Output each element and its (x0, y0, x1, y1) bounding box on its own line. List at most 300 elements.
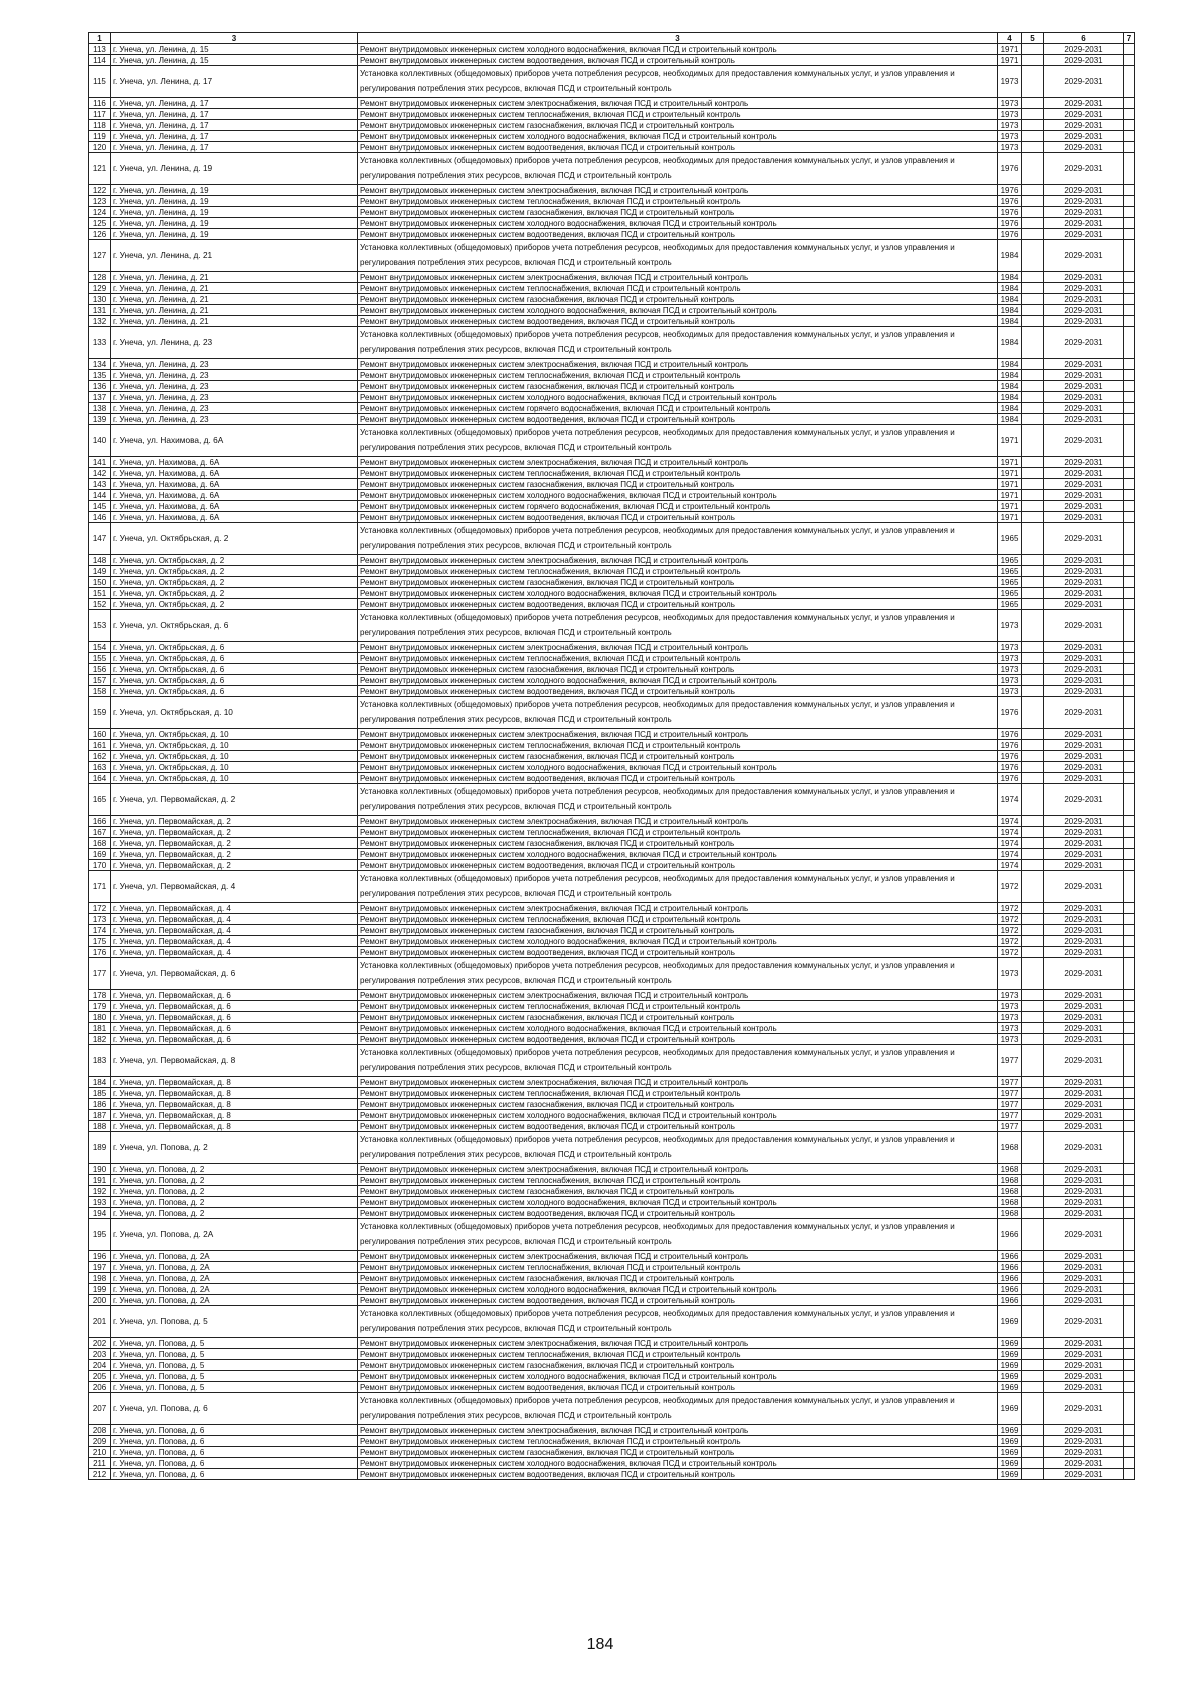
table-row (89, 381, 1135, 392)
work-type-cell: Установка коллективных (общедомовых) приборов учета потребления ресурсов, необходимых для предоставления коммунальных услуг, и узлов управления и регулирования потребления этих ресурсов, включая ПСД и строительный контроль (358, 871, 998, 903)
work-type-cell: Ремонт внутридомовых инженерных систем водоотведения, включая ПСД и строительный контроль (358, 773, 998, 784)
table-row (89, 784, 1135, 816)
empty-cell (1022, 490, 1044, 501)
empty-cell (1022, 66, 1044, 98)
period-cell: 2029-2031 (1044, 425, 1124, 457)
empty-cell (1022, 1251, 1044, 1262)
row-number: 119 (89, 131, 111, 142)
empty-cell (1022, 468, 1044, 479)
work-type-cell: Ремонт внутридомовых инженерных систем теплоснабжения, включая ПСД и строительный контроль (358, 1175, 998, 1186)
work-type-cell: Ремонт внутридомовых инженерных систем холодного водоснабжения, включая ПСД и строительный контроль (358, 762, 998, 773)
address-cell: г. Унеча, ул. Попова, д. 2 (111, 1132, 358, 1164)
build-year-cell: 1977 (998, 1077, 1022, 1088)
row-number: 200 (89, 1295, 111, 1306)
period-cell: 2029-2031 (1044, 990, 1124, 1001)
address-cell: г. Унеча, ул. Первомайская, д. 8 (111, 1099, 358, 1110)
address-cell: г. Унеча, ул. Ленина, д. 19 (111, 185, 358, 196)
empty-cell (1124, 381, 1135, 392)
period-cell: 2029-2031 (1044, 686, 1124, 697)
empty-cell (1124, 1284, 1135, 1295)
period-cell: 2029-2031 (1044, 1295, 1124, 1306)
build-year-cell: 1966 (998, 1273, 1022, 1284)
table-row (89, 1099, 1135, 1110)
empty-cell (1022, 958, 1044, 990)
build-year-cell: 1976 (998, 751, 1022, 762)
address-cell: г. Унеча, ул. Октябрьская, д. 6 (111, 675, 358, 686)
period-cell: 2029-2031 (1044, 947, 1124, 958)
empty-cell (1022, 1306, 1044, 1338)
period-cell: 2029-2031 (1044, 523, 1124, 555)
empty-cell (1124, 1121, 1135, 1132)
empty-cell (1124, 153, 1135, 185)
build-year-cell: 1974 (998, 816, 1022, 827)
empty-cell (1022, 925, 1044, 936)
build-year-cell: 1965 (998, 588, 1022, 599)
build-year-cell: 1976 (998, 762, 1022, 773)
period-cell: 2029-2031 (1044, 1349, 1124, 1360)
row-number: 134 (89, 359, 111, 370)
row-number: 176 (89, 947, 111, 958)
period-cell: 2029-2031 (1044, 1306, 1124, 1338)
work-type-cell: Ремонт внутридомовых инженерных систем электроснабжения, включая ПСД и строительный контроль (358, 272, 998, 283)
row-number: 187 (89, 1110, 111, 1121)
empty-cell (1022, 283, 1044, 294)
empty-cell (1022, 294, 1044, 305)
build-year-cell: 1976 (998, 697, 1022, 729)
address-cell: г. Унеча, ул. Октябрьская, д. 6 (111, 610, 358, 642)
build-year-cell: 1971 (998, 44, 1022, 55)
work-type-cell: Ремонт внутридомовых инженерных систем теплоснабжения, включая ПСД и строительный контроль (358, 370, 998, 381)
period-cell: 2029-2031 (1044, 1023, 1124, 1034)
work-type-cell: Ремонт внутридомовых инженерных систем электроснабжения, включая ПСД и строительный контроль (358, 457, 998, 468)
empty-cell (1022, 936, 1044, 947)
build-year-cell: 1973 (998, 664, 1022, 675)
row-number: 203 (89, 1349, 111, 1360)
period-cell: 2029-2031 (1044, 1262, 1124, 1273)
empty-cell (1022, 751, 1044, 762)
period-cell: 2029-2031 (1044, 1251, 1124, 1262)
period-cell: 2029-2031 (1044, 849, 1124, 860)
column-header: 3 (358, 33, 998, 44)
column-header: 3 (111, 33, 358, 44)
table-row (89, 294, 1135, 305)
address-cell: г. Унеча, ул. Первомайская, д. 8 (111, 1045, 358, 1077)
empty-cell (1022, 1295, 1044, 1306)
empty-cell (1124, 1197, 1135, 1208)
work-type-cell: Ремонт внутридомовых инженерных систем холодного водоснабжения, включая ПСД и строительный контроль (358, 490, 998, 501)
period-cell: 2029-2031 (1044, 66, 1124, 98)
table-row (89, 1219, 1135, 1251)
address-cell: г. Унеча, ул. Попова, д. 2 (111, 1197, 358, 1208)
table-row (89, 359, 1135, 370)
table-row (89, 109, 1135, 120)
empty-cell (1022, 1164, 1044, 1175)
empty-cell (1124, 1077, 1135, 1088)
empty-cell (1022, 1197, 1044, 1208)
address-cell: г. Унеча, ул. Первомайская, д. 2 (111, 827, 358, 838)
address-cell: г. Унеча, ул. Попова, д. 2А (111, 1262, 358, 1273)
row-number: 147 (89, 523, 111, 555)
address-cell: г. Унеча, ул. Ленина, д. 23 (111, 370, 358, 381)
work-type-cell: Ремонт внутридомовых инженерных систем водоотведения, включая ПСД и строительный контроль (358, 229, 998, 240)
work-type-cell: Ремонт внутридомовых инженерных систем газоснабжения, включая ПСД и строительный контроль (358, 577, 998, 588)
work-type-cell: Ремонт внутридомовых инженерных систем холодного водоснабжения, включая ПСД и строительный контроль (358, 1023, 998, 1034)
period-cell: 2029-2031 (1044, 294, 1124, 305)
build-year-cell: 1973 (998, 686, 1022, 697)
table-row (89, 66, 1135, 98)
row-number: 208 (89, 1425, 111, 1436)
empty-cell (1022, 1338, 1044, 1349)
period-cell: 2029-2031 (1044, 272, 1124, 283)
build-year-cell: 1984 (998, 327, 1022, 359)
table-row (89, 664, 1135, 675)
empty-cell (1124, 751, 1135, 762)
build-year-cell: 1968 (998, 1197, 1022, 1208)
address-cell: г. Унеча, ул. Нахимова, д. 6А (111, 425, 358, 457)
address-cell: г. Унеча, ул. Первомайская, д. 6 (111, 990, 358, 1001)
table-row (89, 1349, 1135, 1360)
empty-cell (1022, 1077, 1044, 1088)
empty-cell (1124, 142, 1135, 153)
empty-cell (1022, 240, 1044, 272)
table-row (89, 751, 1135, 762)
address-cell: г. Унеча, ул. Первомайская, д. 6 (111, 1023, 358, 1034)
period-cell: 2029-2031 (1044, 1164, 1124, 1175)
empty-cell (1124, 1382, 1135, 1393)
work-type-cell: Ремонт внутридомовых инженерных систем теплоснабжения, включая ПСД и строительный контроль (358, 1088, 998, 1099)
work-type-cell: Установка коллективных (общедомовых) приборов учета потребления ресурсов, необходимых для предоставления коммунальных услуг, и узлов управления и регулирования потребления этих ресурсов, включая ПСД и строительный контроль (358, 697, 998, 729)
work-type-cell: Установка коллективных (общедомовых) приборов учета потребления ресурсов, необходимых для предоставления коммунальных услуг, и узлов управления и регулирования потребления этих ресурсов, включая ПСД и строительный контроль (358, 784, 998, 816)
empty-cell (1124, 1371, 1135, 1382)
table-row (89, 1447, 1135, 1458)
table-row (89, 610, 1135, 642)
table-row (89, 457, 1135, 468)
build-year-cell: 1969 (998, 1436, 1022, 1447)
table-row (89, 642, 1135, 653)
address-cell: г. Унеча, ул. Ленина, д. 17 (111, 109, 358, 120)
row-number: 150 (89, 577, 111, 588)
address-cell: г. Унеча, ул. Октябрьская, д. 2 (111, 566, 358, 577)
table-body (89, 44, 1135, 1480)
build-year-cell: 1984 (998, 392, 1022, 403)
period-cell: 2029-2031 (1044, 1338, 1124, 1349)
address-cell: г. Унеча, ул. Ленина, д. 21 (111, 272, 358, 283)
address-cell: г. Унеча, ул. Ленина, д. 19 (111, 196, 358, 207)
work-type-cell: Установка коллективных (общедомовых) приборов учета потребления ресурсов, необходимых для предоставления коммунальных услуг, и узлов управления и регулирования потребления этих ресурсов, включая ПСД и строительный контроль (358, 1132, 998, 1164)
build-year-cell: 1969 (998, 1469, 1022, 1480)
table-row (89, 1012, 1135, 1023)
table-row (89, 1077, 1135, 1088)
empty-cell (1124, 588, 1135, 599)
empty-cell (1022, 653, 1044, 664)
row-number: 205 (89, 1371, 111, 1382)
empty-cell (1124, 98, 1135, 109)
empty-cell (1124, 1034, 1135, 1045)
empty-cell (1124, 120, 1135, 131)
row-number: 155 (89, 653, 111, 664)
empty-cell (1022, 1360, 1044, 1371)
address-cell: г. Унеча, ул. Попова, д. 5 (111, 1349, 358, 1360)
work-type-cell: Ремонт внутридомовых инженерных систем теплоснабжения, включая ПСД и строительный контроль (358, 653, 998, 664)
work-type-cell: Ремонт внутридомовых инженерных систем холодного водоснабжения, включая ПСД и строительный контроль (358, 305, 998, 316)
period-cell: 2029-2031 (1044, 936, 1124, 947)
table-row (89, 283, 1135, 294)
empty-cell (1022, 218, 1044, 229)
table-row (89, 1393, 1135, 1425)
row-number: 202 (89, 1338, 111, 1349)
table-row (89, 686, 1135, 697)
address-cell: г. Унеча, ул. Попова, д. 2 (111, 1186, 358, 1197)
row-number: 128 (89, 272, 111, 283)
row-number: 178 (89, 990, 111, 1001)
address-cell: г. Унеча, ул. Нахимова, д. 6А (111, 468, 358, 479)
period-cell: 2029-2031 (1044, 109, 1124, 120)
empty-cell (1124, 936, 1135, 947)
empty-cell (1022, 1436, 1044, 1447)
row-number: 135 (89, 370, 111, 381)
address-cell: г. Унеча, ул. Попова, д. 2А (111, 1295, 358, 1306)
row-number: 182 (89, 1034, 111, 1045)
build-year-cell: 1973 (998, 610, 1022, 642)
address-cell: г. Унеча, ул. Ленина, д. 17 (111, 120, 358, 131)
build-year-cell: 1969 (998, 1382, 1022, 1393)
empty-cell (1124, 1208, 1135, 1219)
work-type-cell: Ремонт внутридомовых инженерных систем теплоснабжения, включая ПСД и строительный контроль (358, 1436, 998, 1447)
empty-cell (1022, 664, 1044, 675)
empty-cell (1022, 1382, 1044, 1393)
empty-cell (1022, 1219, 1044, 1251)
empty-cell (1022, 947, 1044, 958)
build-year-cell: 1972 (998, 925, 1022, 936)
table-row (89, 468, 1135, 479)
empty-cell (1124, 131, 1135, 142)
row-number: 184 (89, 1077, 111, 1088)
table-row (89, 1425, 1135, 1436)
table-row (89, 903, 1135, 914)
empty-cell (1022, 523, 1044, 555)
empty-cell (1124, 523, 1135, 555)
work-type-cell: Ремонт внутридомовых инженерных систем газоснабжения, включая ПСД и строительный контроль (358, 207, 998, 218)
period-cell: 2029-2031 (1044, 784, 1124, 816)
address-cell: г. Унеча, ул. Попова, д. 2А (111, 1273, 358, 1284)
build-year-cell: 1977 (998, 1045, 1022, 1077)
table-row (89, 1164, 1135, 1175)
address-cell: г. Унеча, ул. Ленина, д. 15 (111, 55, 358, 66)
empty-cell (1022, 370, 1044, 381)
work-type-cell: Ремонт внутридомовых инженерных систем холодного водоснабжения, включая ПСД и строительный контроль (358, 1458, 998, 1469)
empty-cell (1124, 479, 1135, 490)
work-type-cell: Ремонт внутридомовых инженерных систем электроснабжения, включая ПСД и строительный контроль (358, 185, 998, 196)
row-number: 146 (89, 512, 111, 523)
table-row (89, 947, 1135, 958)
period-cell: 2029-2031 (1044, 1425, 1124, 1436)
address-cell: г. Унеча, ул. Октябрьская, д. 2 (111, 599, 358, 610)
table-row (89, 218, 1135, 229)
empty-cell (1124, 599, 1135, 610)
build-year-cell: 1968 (998, 1208, 1022, 1219)
build-year-cell: 1968 (998, 1132, 1022, 1164)
empty-cell (1124, 501, 1135, 512)
address-cell: г. Унеча, ул. Попова, д. 6 (111, 1425, 358, 1436)
period-cell: 2029-2031 (1044, 196, 1124, 207)
address-cell: г. Унеча, ул. Первомайская, д. 6 (111, 1012, 358, 1023)
empty-cell (1124, 1295, 1135, 1306)
empty-cell (1022, 816, 1044, 827)
address-cell: г. Унеча, ул. Попова, д. 2 (111, 1164, 358, 1175)
row-number: 163 (89, 762, 111, 773)
address-cell: г. Унеча, ул. Ленина, д. 23 (111, 327, 358, 359)
empty-cell (1124, 1045, 1135, 1077)
period-cell: 2029-2031 (1044, 501, 1124, 512)
empty-cell (1022, 501, 1044, 512)
work-type-cell: Ремонт внутридомовых инженерных систем электроснабжения, включая ПСД и строительный контроль (358, 1164, 998, 1175)
row-number: 149 (89, 566, 111, 577)
empty-cell (1124, 1175, 1135, 1186)
work-type-cell: Установка коллективных (общедомовых) приборов учета потребления ресурсов, необходимых для предоставления коммунальных услуг, и узлов управления и регулирования потребления этих ресурсов, включая ПСД и строительный контроль (358, 523, 998, 555)
work-type-cell: Ремонт внутридомовых инженерных систем электроснабжения, включая ПСД и строительный контроль (358, 98, 998, 109)
work-type-cell: Ремонт внутридомовых инженерных систем электроснабжения, включая ПСД и строительный контроль (358, 359, 998, 370)
period-cell: 2029-2031 (1044, 468, 1124, 479)
empty-cell (1022, 1458, 1044, 1469)
address-cell: г. Унеча, ул. Первомайская, д. 8 (111, 1110, 358, 1121)
row-number: 185 (89, 1088, 111, 1099)
empty-cell (1022, 1273, 1044, 1284)
build-year-cell: 1976 (998, 196, 1022, 207)
row-number: 210 (89, 1447, 111, 1458)
build-year-cell: 1965 (998, 566, 1022, 577)
row-number: 159 (89, 697, 111, 729)
empty-cell (1124, 457, 1135, 468)
address-cell: г. Унеча, ул. Первомайская, д. 4 (111, 871, 358, 903)
build-year-cell: 1974 (998, 784, 1022, 816)
empty-cell (1022, 142, 1044, 153)
empty-cell (1124, 675, 1135, 686)
table-row (89, 1023, 1135, 1034)
empty-cell (1022, 316, 1044, 327)
empty-cell (1022, 740, 1044, 751)
build-year-cell: 1973 (998, 1034, 1022, 1045)
table-row (89, 327, 1135, 359)
work-type-cell: Ремонт внутридомовых инженерных систем электроснабжения, включая ПСД и строительный контроль (358, 990, 998, 1001)
period-cell: 2029-2031 (1044, 1273, 1124, 1284)
address-cell: г. Унеча, ул. Октябрьская, д. 6 (111, 664, 358, 675)
address-cell: г. Унеча, ул. Ленина, д. 21 (111, 305, 358, 316)
empty-cell (1124, 1349, 1135, 1360)
empty-cell (1124, 1088, 1135, 1099)
address-cell: г. Унеча, ул. Первомайская, д. 4 (111, 903, 358, 914)
period-cell: 2029-2031 (1044, 1186, 1124, 1197)
row-number: 180 (89, 1012, 111, 1023)
empty-cell (1022, 1371, 1044, 1382)
build-year-cell: 1969 (998, 1371, 1022, 1382)
period-cell: 2029-2031 (1044, 827, 1124, 838)
build-year-cell: 1976 (998, 185, 1022, 196)
row-number: 141 (89, 457, 111, 468)
period-cell: 2029-2031 (1044, 762, 1124, 773)
address-cell: г. Унеча, ул. Попова, д. 6 (111, 1469, 358, 1480)
build-year-cell: 1977 (998, 1099, 1022, 1110)
table-row (89, 729, 1135, 740)
table-row (89, 675, 1135, 686)
build-year-cell: 1974 (998, 838, 1022, 849)
empty-cell (1124, 283, 1135, 294)
empty-cell (1124, 903, 1135, 914)
work-type-cell: Ремонт внутридомовых инженерных систем газоснабжения, включая ПСД и строительный контроль (358, 664, 998, 675)
table-row (89, 773, 1135, 784)
empty-cell (1124, 218, 1135, 229)
row-number: 131 (89, 305, 111, 316)
period-cell: 2029-2031 (1044, 370, 1124, 381)
empty-cell (1022, 1001, 1044, 1012)
empty-cell (1022, 1208, 1044, 1219)
build-year-cell: 1966 (998, 1219, 1022, 1251)
table-row (89, 697, 1135, 729)
address-cell: г. Унеча, ул. Ленина, д. 19 (111, 229, 358, 240)
period-cell: 2029-2031 (1044, 403, 1124, 414)
address-cell: г. Унеча, ул. Октябрьская, д. 6 (111, 653, 358, 664)
row-number: 194 (89, 1208, 111, 1219)
period-cell: 2029-2031 (1044, 131, 1124, 142)
empty-cell (1022, 1175, 1044, 1186)
build-year-cell: 1966 (998, 1262, 1022, 1273)
table-row (89, 599, 1135, 610)
row-number: 122 (89, 185, 111, 196)
period-cell: 2029-2031 (1044, 1436, 1124, 1447)
empty-cell (1022, 903, 1044, 914)
empty-cell (1022, 425, 1044, 457)
empty-cell (1022, 305, 1044, 316)
work-type-cell: Ремонт внутридомовых инженерных систем водоотведения, включая ПСД и строительный контроль (358, 1208, 998, 1219)
work-type-cell: Ремонт внутридомовых инженерных систем водоотведения, включая ПСД и строительный контроль (358, 1295, 998, 1306)
table-row (89, 566, 1135, 577)
period-cell: 2029-2031 (1044, 838, 1124, 849)
table-row (89, 98, 1135, 109)
table-row (89, 871, 1135, 903)
row-number: 115 (89, 66, 111, 98)
address-cell: г. Унеча, ул. Попова, д. 6 (111, 1436, 358, 1447)
address-cell: г. Унеча, ул. Попова, д. 2А (111, 1284, 358, 1295)
period-cell: 2029-2031 (1044, 729, 1124, 740)
build-year-cell: 1973 (998, 1001, 1022, 1012)
build-year-cell: 1969 (998, 1349, 1022, 1360)
empty-cell (1124, 55, 1135, 66)
work-type-cell: Установка коллективных (общедомовых) приборов учета потребления ресурсов, необходимых для предоставления коммунальных услуг, и узлов управления и регулирования потребления этих ресурсов, включая ПСД и строительный контроль (358, 1306, 998, 1338)
empty-cell (1124, 414, 1135, 425)
empty-cell (1022, 849, 1044, 860)
period-cell: 2029-2031 (1044, 359, 1124, 370)
empty-cell (1022, 642, 1044, 653)
period-cell: 2029-2031 (1044, 903, 1124, 914)
row-number: 162 (89, 751, 111, 762)
build-year-cell: 1984 (998, 381, 1022, 392)
row-number: 165 (89, 784, 111, 816)
work-type-cell: Ремонт внутридомовых инженерных систем газоснабжения, включая ПСД и строительный контроль (358, 838, 998, 849)
address-cell: г. Унеча, ул. Попова, д. 5 (111, 1371, 358, 1382)
row-number: 124 (89, 207, 111, 218)
table-row (89, 860, 1135, 871)
work-type-cell: Ремонт внутридомовых инженерных систем теплоснабжения, включая ПСД и строительный контроль (358, 468, 998, 479)
row-number: 160 (89, 729, 111, 740)
work-type-cell: Ремонт внутридомовых инженерных систем электроснабжения, включая ПСД и строительный контроль (358, 642, 998, 653)
work-type-cell: Ремонт внутридомовых инженерных систем электроснабжения, включая ПСД и строительный контроль (358, 1338, 998, 1349)
address-cell: г. Унеча, ул. Октябрьская, д. 10 (111, 773, 358, 784)
period-cell: 2029-2031 (1044, 207, 1124, 218)
build-year-cell: 1984 (998, 305, 1022, 316)
table-row (89, 1045, 1135, 1077)
work-type-cell: Ремонт внутридомовых инженерных систем теплоснабжения, включая ПСД и строительный контроль (358, 740, 998, 751)
period-cell: 2029-2031 (1044, 1045, 1124, 1077)
work-type-cell: Ремонт внутридомовых инженерных систем водоотведения, включая ПСД и строительный контроль (358, 947, 998, 958)
